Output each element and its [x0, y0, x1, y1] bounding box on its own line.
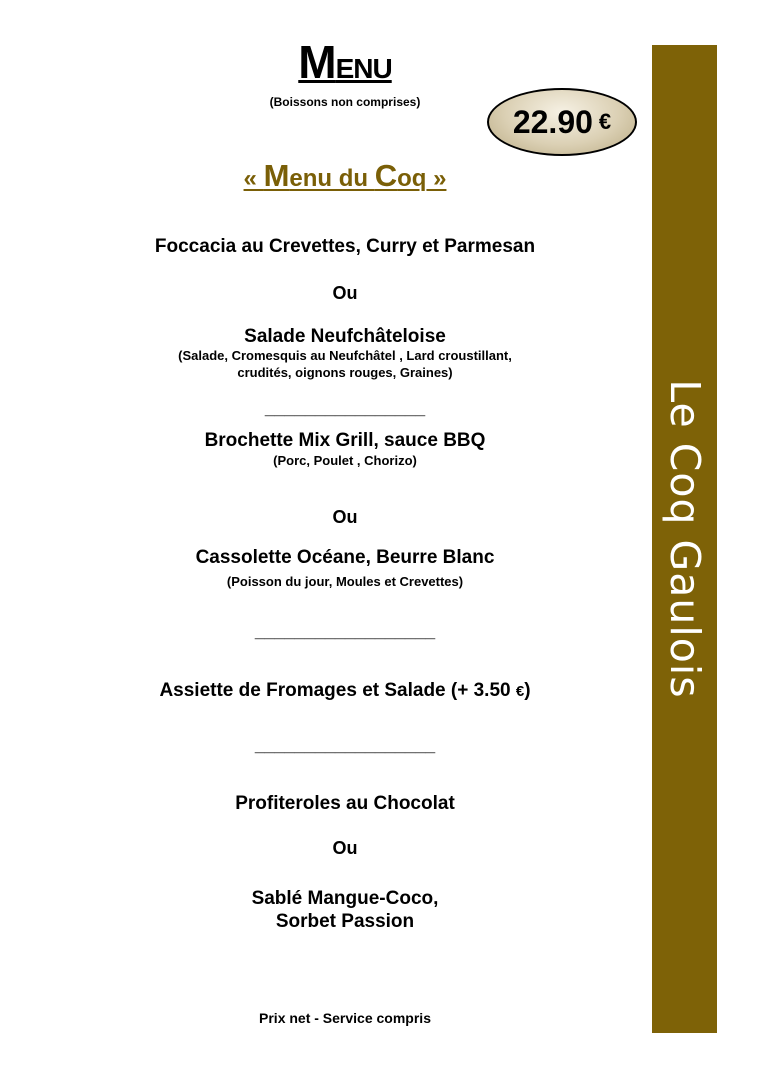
cheese-currency: €: [515, 683, 525, 700]
main-or: Ou: [332, 507, 358, 527]
menu-title-initial: M: [298, 36, 336, 88]
separator-3: __________________: [254, 735, 436, 755]
drinks-note: (Boissons non comprises): [269, 95, 421, 109]
cheese-dish: Assiette de Fromages et Salade (+ 3.50: [159, 680, 511, 701]
starter-2-desc-line2: crudités, oignons rouges, Graines): [237, 365, 453, 380]
starter-2: Salade Neufchâteloise: [244, 326, 446, 347]
dessert-or: Ou: [332, 838, 358, 858]
price-badge: [487, 88, 637, 156]
menu-name-close: »: [426, 165, 447, 192]
main-1-desc: (Porc, Poulet , Chorizo): [273, 453, 417, 468]
price-currency: €: [598, 109, 612, 134]
menu-name-part2: oq: [397, 165, 427, 192]
menu-name-heading: [200, 158, 490, 194]
menu-name-cap2: C: [374, 158, 398, 193]
side-band: [652, 45, 717, 1033]
footer-note: Prix net - Service compris: [259, 1010, 431, 1026]
main-1: Brochette Mix Grill, sauce BBQ: [204, 430, 486, 451]
restaurant-name: Le Coq Gaulois: [660, 379, 709, 699]
separator-2: __________________: [254, 621, 436, 641]
price-amount: 22.90: [512, 103, 593, 140]
cheese-option: [90, 680, 600, 702]
main-2: Cassolette Océane, Beurre Blanc: [195, 547, 495, 568]
dessert-2-line1: Sablé Mangue-Coco,: [251, 888, 439, 909]
menu-name-cap1: M: [263, 158, 290, 193]
menu-title-rest: ENU: [335, 53, 392, 84]
starter-or: Ou: [332, 283, 358, 303]
menu-title: [250, 35, 440, 89]
starter-2-desc-line1: (Salade, Cromesquis au Neufchâtel , Lard croustillant,: [178, 348, 512, 363]
menu-name-part1: enu du: [289, 165, 375, 192]
dessert-2-line2: Sorbet Passion: [275, 911, 415, 932]
main-2-desc: (Poisson du jour, Moules et Crevettes): [226, 574, 464, 589]
cheese-close: ): [524, 680, 531, 701]
dessert-1: Profiteroles au Chocolat: [235, 793, 455, 814]
menu-name-open: «: [243, 165, 264, 192]
starter-1: Foccacia au Crevettes, Curry et Parmesan: [154, 236, 536, 257]
separator-1: ________________: [264, 398, 426, 418]
